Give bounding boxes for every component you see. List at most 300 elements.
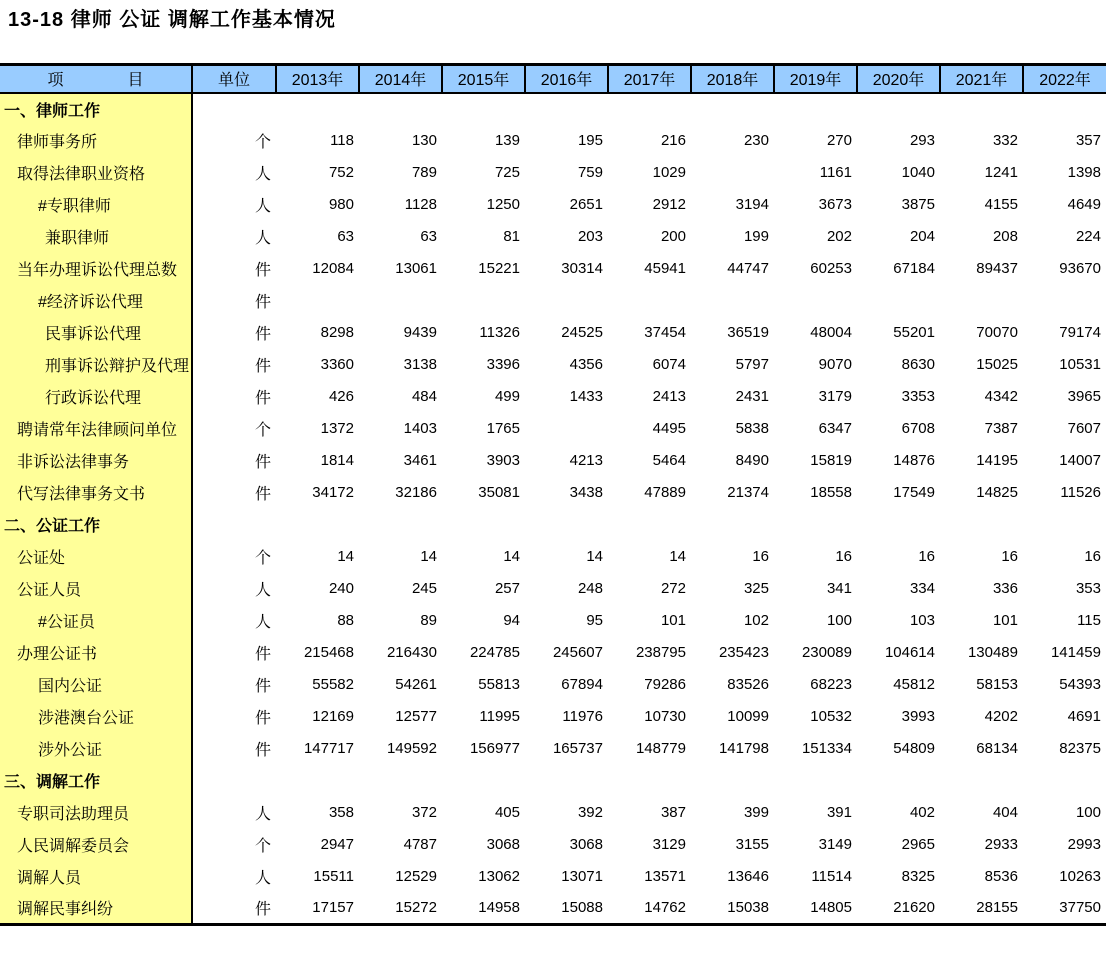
value-cell: 165737 [552, 740, 603, 757]
value-cell: 4213 [569, 452, 603, 469]
value-cell: 240 [328, 580, 354, 597]
value-cell [276, 93, 359, 125]
value-cell: 3360 [320, 356, 354, 373]
row-unit: 人 [254, 614, 271, 631]
value-cell [940, 509, 1023, 541]
section-row [0, 509, 1106, 541]
value-cell: 55582 [312, 676, 354, 693]
value-cell: 3138 [403, 356, 437, 373]
value-cell: 70070 [976, 324, 1018, 341]
value-cell: 3068 [486, 836, 520, 853]
row-label: #专职律师 [0, 189, 192, 221]
value-cell: 3396 [486, 356, 520, 373]
value-cell [359, 285, 442, 317]
value-cell [857, 765, 940, 797]
table-row [0, 253, 1106, 285]
value-cell [525, 413, 608, 445]
value-cell: 199 [743, 228, 769, 245]
value-cell: 12577 [395, 708, 437, 725]
value-cell: 2413 [652, 388, 686, 405]
header-year-8: 2021年 [940, 65, 1023, 93]
table-body [0, 93, 1106, 925]
value-cell [276, 509, 359, 541]
value-cell: 30314 [561, 260, 603, 277]
value-cell: 13061 [395, 260, 437, 277]
value-cell: 44747 [727, 260, 769, 277]
value-cell: 100 [826, 612, 852, 629]
value-cell: 272 [660, 580, 686, 597]
value-cell: 245607 [552, 644, 603, 661]
value-cell: 79286 [644, 676, 686, 693]
row-unit: 人 [254, 198, 271, 215]
value-cell: 55201 [893, 324, 935, 341]
page-title: 13-18 律师 公证 调解工作基本情况 [8, 9, 336, 31]
value-cell: 1040 [901, 164, 935, 181]
value-cell [940, 765, 1023, 797]
row-unit: 人 [254, 166, 271, 183]
value-cell: 14195 [976, 452, 1018, 469]
value-cell: 358 [328, 804, 354, 821]
value-cell: 399 [743, 804, 769, 821]
value-cell: 3155 [735, 836, 769, 853]
value-cell [442, 285, 525, 317]
value-cell: 200 [660, 228, 686, 245]
stats-table [0, 63, 1106, 926]
row-unit: 件 [254, 294, 271, 311]
header-unit: 单位 [192, 65, 276, 93]
value-cell: 63 [420, 228, 437, 245]
table-row [0, 541, 1106, 573]
value-cell: 203 [577, 228, 603, 245]
value-cell: 10099 [727, 708, 769, 725]
value-cell: 216 [660, 132, 686, 149]
value-cell: 24525 [561, 324, 603, 341]
row-label: 兼职律师 [0, 221, 192, 253]
value-cell: 83526 [727, 676, 769, 693]
table-row [0, 893, 1106, 925]
value-cell: 2431 [735, 388, 769, 405]
value-cell: 3149 [818, 836, 852, 853]
value-cell: 341 [826, 580, 852, 597]
value-cell: 89437 [976, 260, 1018, 277]
table-row [0, 317, 1106, 349]
table-row [0, 605, 1106, 637]
value-cell: 10730 [644, 708, 686, 725]
value-cell [1023, 765, 1106, 797]
value-cell: 45812 [893, 676, 935, 693]
row-unit: 个 [254, 838, 271, 855]
row-unit: 件 [254, 262, 271, 279]
value-cell: 372 [411, 804, 437, 821]
value-cell: 202 [826, 228, 852, 245]
value-cell: 13071 [561, 868, 603, 885]
value-cell [774, 765, 857, 797]
header-year-4: 2017年 [608, 65, 691, 93]
value-cell: 2965 [901, 836, 935, 853]
row-unit: 件 [254, 901, 271, 919]
value-cell: 6347 [818, 420, 852, 437]
value-cell [774, 93, 857, 125]
value-cell: 4155 [984, 196, 1018, 213]
value-cell: 35081 [478, 484, 520, 501]
table-header [0, 65, 1106, 93]
value-cell [525, 765, 608, 797]
value-cell: 13571 [644, 868, 686, 885]
value-cell: 12084 [312, 260, 354, 277]
table-row [0, 189, 1106, 221]
value-cell: 58153 [976, 676, 1018, 693]
header-year-1: 2014年 [359, 65, 442, 93]
row-label: 民事诉讼代理 [0, 317, 192, 349]
header-year-9: 2022年 [1023, 65, 1106, 93]
header-item: 项 目 [0, 65, 192, 93]
value-cell: 14007 [1059, 452, 1101, 469]
value-cell: 293 [909, 132, 935, 149]
value-cell: 8298 [320, 324, 354, 341]
value-cell: 3993 [901, 708, 935, 725]
value-cell: 8490 [735, 452, 769, 469]
value-cell: 15088 [561, 899, 603, 917]
value-cell: 48004 [810, 324, 852, 341]
value-cell: 2912 [652, 196, 686, 213]
value-cell: 353 [1075, 580, 1101, 597]
row-label: 刑事诉讼辩护及代理 [0, 349, 192, 381]
value-cell [1023, 93, 1106, 125]
value-cell [525, 285, 608, 317]
value-cell: 118 [330, 132, 354, 149]
table-row [0, 669, 1106, 701]
table-row [0, 861, 1106, 893]
value-cell: 139 [494, 132, 520, 149]
value-cell: 15038 [727, 899, 769, 917]
row-label: #公证员 [0, 605, 192, 637]
value-cell: 1403 [403, 420, 437, 437]
value-cell: 21620 [893, 899, 935, 917]
value-cell: 104614 [884, 644, 935, 661]
table-row [0, 637, 1106, 669]
value-cell: 484 [411, 388, 437, 405]
section-label: 三、调解工作 [0, 765, 192, 797]
value-cell: 14 [420, 548, 437, 565]
value-cell: 151334 [801, 740, 852, 757]
table-header-row [0, 65, 1106, 93]
value-cell: 245 [411, 580, 437, 597]
value-cell: 1398 [1067, 164, 1101, 181]
row-label: 非诉讼法律事务 [0, 445, 192, 477]
value-cell: 391 [826, 804, 852, 821]
value-cell [276, 285, 359, 317]
row-label: 代写法律事务文书 [0, 477, 192, 509]
value-cell: 230089 [801, 644, 852, 661]
value-cell: 3194 [735, 196, 769, 213]
value-cell: 3673 [818, 196, 852, 213]
value-cell: 10531 [1059, 356, 1101, 373]
value-cell: 93670 [1059, 260, 1101, 277]
value-cell: 60253 [810, 260, 852, 277]
value-cell: 270 [826, 132, 852, 149]
row-label: 涉外公证 [0, 733, 192, 765]
value-cell: 392 [577, 804, 603, 821]
value-cell: 8325 [901, 868, 935, 885]
value-cell [276, 765, 359, 797]
value-cell: 102 [743, 612, 769, 629]
row-unit: 件 [254, 358, 271, 375]
value-cell: 10532 [810, 708, 852, 725]
value-cell: 15272 [395, 899, 437, 917]
row-unit: 件 [254, 646, 271, 663]
header-year-0: 2013年 [276, 65, 359, 93]
value-cell [691, 765, 774, 797]
value-cell: 14825 [976, 484, 1018, 501]
value-cell: 14805 [810, 899, 852, 917]
value-cell: 14 [337, 548, 354, 565]
value-cell: 208 [992, 228, 1018, 245]
value-cell [1023, 285, 1106, 317]
value-cell: 9070 [818, 356, 852, 373]
value-cell: 28155 [976, 899, 1018, 917]
value-cell: 94 [503, 612, 520, 629]
row-unit: 件 [254, 486, 271, 503]
value-cell: 3353 [901, 388, 935, 405]
row-unit: 件 [254, 710, 271, 727]
row-unit: 件 [254, 326, 271, 343]
value-cell: 17549 [893, 484, 935, 501]
value-cell [940, 93, 1023, 125]
table-row [0, 797, 1106, 829]
row-label: #经济诉讼代理 [0, 285, 192, 317]
value-cell: 45941 [644, 260, 686, 277]
value-cell: 32186 [395, 484, 437, 501]
value-cell: 4342 [984, 388, 1018, 405]
value-cell: 63 [337, 228, 354, 245]
value-cell: 68134 [976, 740, 1018, 757]
value-cell [442, 93, 525, 125]
header-year-5: 2018年 [691, 65, 774, 93]
value-cell: 148779 [635, 740, 686, 757]
table-row [0, 349, 1106, 381]
value-cell: 1241 [984, 164, 1018, 181]
header-year-3: 2016年 [525, 65, 608, 93]
value-cell: 101 [992, 612, 1018, 629]
table-row [0, 221, 1106, 253]
value-cell: 15221 [478, 260, 520, 277]
value-cell: 224785 [469, 644, 520, 661]
value-cell: 3179 [818, 388, 852, 405]
value-cell: 12529 [395, 868, 437, 885]
value-cell: 3461 [403, 452, 437, 469]
value-cell: 141798 [718, 740, 769, 757]
value-cell: 47889 [644, 484, 686, 501]
value-cell: 9439 [403, 324, 437, 341]
row-unit: 件 [254, 678, 271, 695]
value-cell: 332 [992, 132, 1018, 149]
table-row [0, 381, 1106, 413]
value-cell: 752 [328, 164, 354, 181]
value-cell [608, 765, 691, 797]
value-cell: 759 [577, 164, 603, 181]
value-cell: 3129 [652, 836, 686, 853]
value-cell: 54261 [395, 676, 437, 693]
value-cell: 224 [1075, 228, 1101, 245]
value-cell: 15511 [313, 868, 354, 885]
value-cell: 34172 [312, 484, 354, 501]
value-cell: 1128 [404, 196, 437, 213]
value-cell: 789 [411, 164, 437, 181]
value-cell: 6708 [901, 420, 935, 437]
value-cell: 404 [992, 804, 1018, 821]
row-label: 调解人员 [0, 861, 192, 893]
value-cell: 101 [660, 612, 686, 629]
value-cell: 11526 [1060, 484, 1101, 501]
value-cell [359, 765, 442, 797]
row-unit: 人 [254, 230, 271, 247]
value-cell: 89 [420, 612, 437, 629]
value-cell: 100 [1075, 804, 1101, 821]
table-row [0, 413, 1106, 445]
value-cell: 4202 [984, 708, 1018, 725]
table-row [0, 477, 1106, 509]
value-cell: 4649 [1067, 196, 1101, 213]
value-cell: 149592 [386, 740, 437, 757]
row-label: 当年办理诉讼代理总数 [0, 253, 192, 285]
value-cell: 5464 [652, 452, 686, 469]
row-unit: 件 [254, 454, 271, 471]
header-year-7: 2020年 [857, 65, 940, 93]
value-cell: 156977 [469, 740, 520, 757]
row-unit: 人 [254, 806, 271, 823]
row-unit: 件 [254, 390, 271, 407]
section-row [0, 765, 1106, 797]
value-cell: 2947 [320, 836, 354, 853]
value-cell: 95 [586, 612, 603, 629]
value-cell: 5797 [735, 356, 769, 373]
value-cell: 18558 [810, 484, 852, 501]
value-cell: 204 [909, 228, 935, 245]
value-cell: 130 [411, 132, 437, 149]
value-cell [857, 509, 940, 541]
value-cell: 12169 [312, 708, 354, 725]
value-cell: 88 [337, 612, 354, 629]
value-cell [442, 765, 525, 797]
value-cell: 21374 [727, 484, 769, 501]
row-unit: 个 [254, 422, 271, 439]
value-cell: 67894 [561, 676, 603, 693]
value-cell: 4787 [403, 836, 437, 853]
header-year-6: 2019年 [774, 65, 857, 93]
table-row [0, 701, 1106, 733]
row-label: 专职司法助理员 [0, 797, 192, 829]
row-unit: 人 [254, 582, 271, 599]
value-cell: 141459 [1050, 644, 1101, 661]
row-label: 涉港澳台公证 [0, 701, 192, 733]
value-cell: 4495 [652, 420, 686, 437]
value-cell [359, 93, 442, 125]
value-cell: 7387 [984, 420, 1018, 437]
value-cell [940, 285, 1023, 317]
value-cell [691, 509, 774, 541]
value-cell [608, 285, 691, 317]
value-cell: 402 [909, 804, 935, 821]
table-row [0, 573, 1106, 605]
value-cell: 14958 [478, 899, 520, 917]
value-cell: 16 [835, 548, 852, 565]
value-cell: 1161 [819, 164, 852, 181]
table-row [0, 733, 1106, 765]
value-cell [525, 509, 608, 541]
value-cell: 4356 [569, 356, 603, 373]
value-cell: 17157 [312, 899, 354, 917]
value-cell: 195 [577, 132, 603, 149]
row-label: 办理公证书 [0, 637, 192, 669]
value-cell: 1433 [569, 388, 603, 405]
value-cell: 16 [918, 548, 935, 565]
value-cell: 3875 [901, 196, 935, 213]
value-cell: 14 [503, 548, 520, 565]
value-cell: 3068 [569, 836, 603, 853]
value-cell: 11514 [811, 868, 852, 885]
value-cell: 14 [669, 548, 686, 565]
value-cell: 5838 [735, 420, 769, 437]
row-label: 聘请常年法律顾问单位 [0, 413, 192, 445]
row-unit: 件 [254, 742, 271, 759]
table-row [0, 157, 1106, 189]
section-row [0, 93, 1106, 125]
row-unit [192, 509, 276, 541]
value-cell: 147717 [303, 740, 354, 757]
value-cell: 334 [909, 580, 935, 597]
value-cell: 36519 [727, 324, 769, 341]
value-cell: 248 [577, 580, 603, 597]
value-cell: 2993 [1067, 836, 1101, 853]
value-cell: 8630 [901, 356, 935, 373]
value-cell: 16 [1001, 548, 1018, 565]
row-label: 公证处 [0, 541, 192, 573]
value-cell: 1814 [320, 452, 354, 469]
value-cell: 37750 [1059, 899, 1101, 917]
table-row [0, 445, 1106, 477]
value-cell: 13646 [727, 868, 769, 885]
value-cell: 16 [1084, 548, 1101, 565]
value-cell: 82375 [1059, 740, 1101, 757]
row-label: 公证人员 [0, 573, 192, 605]
row-label: 国内公证 [0, 669, 192, 701]
value-cell: 55813 [478, 676, 520, 693]
value-cell: 115 [1077, 612, 1101, 629]
value-cell: 980 [328, 196, 354, 213]
value-cell [359, 509, 442, 541]
value-cell: 2933 [984, 836, 1018, 853]
value-cell: 235423 [718, 644, 769, 661]
value-cell: 103 [909, 612, 935, 629]
value-cell [857, 285, 940, 317]
value-cell: 1029 [652, 164, 686, 181]
value-cell: 67184 [893, 260, 935, 277]
value-cell: 7607 [1067, 420, 1101, 437]
row-unit: 人 [254, 870, 271, 887]
value-cell: 79174 [1059, 324, 1101, 341]
section-label: 二、公证工作 [0, 509, 192, 541]
value-cell: 357 [1075, 132, 1101, 149]
value-cell [774, 285, 857, 317]
table-row [0, 829, 1106, 861]
value-cell: 16 [752, 548, 769, 565]
value-cell: 238795 [635, 644, 686, 661]
row-unit [192, 765, 276, 797]
value-cell: 230 [743, 132, 769, 149]
value-cell: 215468 [303, 644, 354, 661]
value-cell [525, 93, 608, 125]
section-label: 一、律师工作 [0, 93, 192, 125]
